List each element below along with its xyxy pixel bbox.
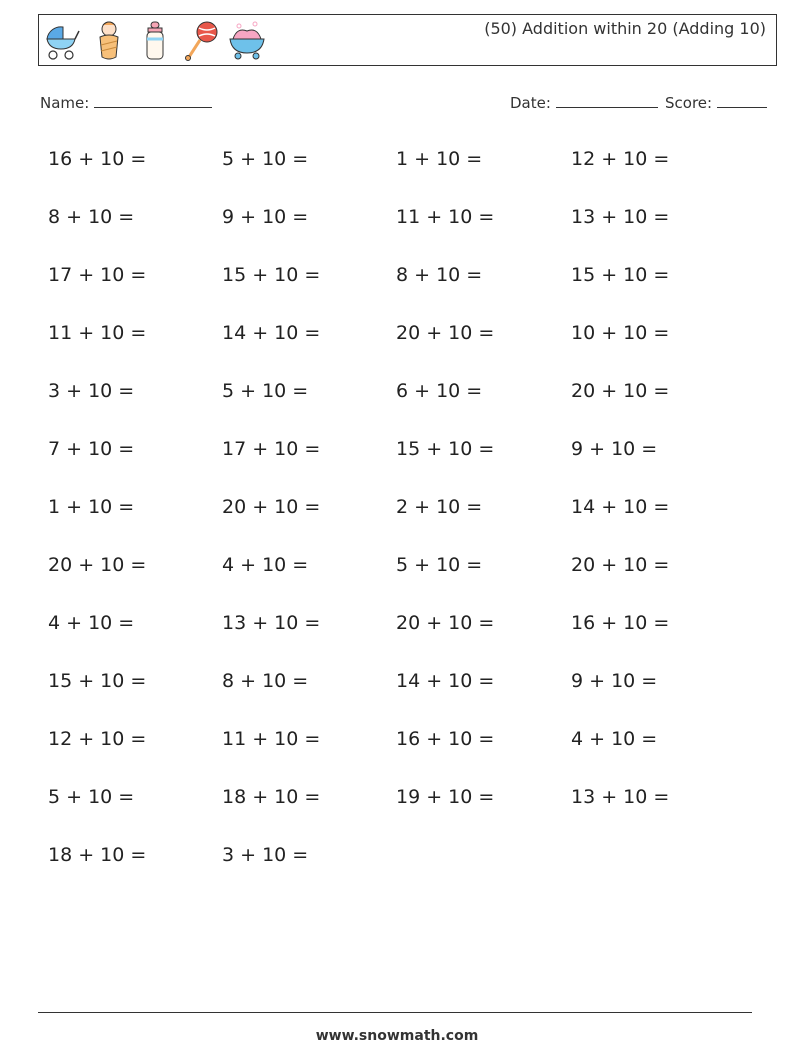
problem-item: 20 + 10 = (571, 380, 670, 402)
rattle-icon (181, 19, 221, 63)
date-blank[interactable] (556, 93, 658, 108)
footer-site: www.snowmath.com (315, 1028, 479, 1044)
problem-item: 1 + 10 = (48, 496, 135, 518)
problem-item: 14 + 10 = (571, 496, 670, 518)
problem-item: 6 + 10 = (396, 380, 483, 402)
score-blank[interactable] (717, 93, 767, 108)
footer-divider (38, 1012, 752, 1013)
problem-item: 18 + 10 = (222, 786, 321, 808)
problem-item: 15 + 10 = (396, 438, 495, 460)
name-blank[interactable] (94, 93, 212, 108)
problem-item: 18 + 10 = (48, 844, 147, 866)
problem-item: 5 + 10 = (222, 148, 309, 170)
problem-item: 17 + 10 = (48, 264, 147, 286)
date-field (510, 93, 658, 112)
problem-item: 13 + 10 = (571, 206, 670, 228)
baby-bath-icon (227, 19, 267, 63)
problem-item: 12 + 10 = (571, 148, 670, 170)
score-label: Score: (665, 94, 713, 112)
problem-item: 5 + 10 = (396, 554, 483, 576)
problem-item: 19 + 10 = (396, 786, 495, 808)
problem-item: 16 + 10 = (48, 148, 147, 170)
problem-item: 11 + 10 = (222, 728, 321, 750)
problem-item: 11 + 10 = (396, 206, 495, 228)
swaddled-baby-icon (89, 19, 129, 63)
problem-item: 7 + 10 = (48, 438, 135, 460)
baby-stroller-icon (43, 19, 83, 63)
problem-item: 5 + 10 = (48, 786, 135, 808)
problem-item: 3 + 10 = (48, 380, 135, 402)
problem-item: 14 + 10 = (396, 670, 495, 692)
problem-item: 9 + 10 = (222, 206, 309, 228)
problem-item: 13 + 10 = (571, 786, 670, 808)
problem-item: 20 + 10 = (571, 554, 670, 576)
name-field (40, 93, 212, 112)
problem-item: 20 + 10 = (396, 322, 495, 344)
header-box (38, 14, 777, 66)
baby-bottle-icon (135, 19, 175, 63)
problem-item: 4 + 10 = (222, 554, 309, 576)
problem-item: 17 + 10 = (222, 438, 321, 460)
problem-item: 9 + 10 = (571, 438, 658, 460)
worksheet-title: (50) Addition within 20 (Adding 10) (484, 19, 766, 38)
problem-item: 1 + 10 = (396, 148, 483, 170)
problem-item: 8 + 10 = (222, 670, 309, 692)
problem-item: 3 + 10 = (222, 844, 309, 866)
problem-item: 9 + 10 = (571, 670, 658, 692)
problem-item: 15 + 10 = (222, 264, 321, 286)
header-icons (43, 19, 273, 63)
problem-item: 15 + 10 = (571, 264, 670, 286)
problem-item: 15 + 10 = (48, 670, 147, 692)
problem-item: 8 + 10 = (396, 264, 483, 286)
date-label: Date: (510, 94, 551, 112)
problem-item: 12 + 10 = (48, 728, 147, 750)
problem-item: 5 + 10 = (222, 380, 309, 402)
problem-item: 20 + 10 = (396, 612, 495, 634)
problem-item: 4 + 10 = (48, 612, 135, 634)
problem-item: 13 + 10 = (222, 612, 321, 634)
problem-item: 8 + 10 = (48, 206, 135, 228)
problem-item: 14 + 10 = (222, 322, 321, 344)
problem-item: 10 + 10 = (571, 322, 670, 344)
problem-item: 16 + 10 = (396, 728, 495, 750)
problem-item: 2 + 10 = (396, 496, 483, 518)
problem-item: 20 + 10 = (222, 496, 321, 518)
problem-item: 16 + 10 = (571, 612, 670, 634)
name-label: Name: (40, 94, 90, 112)
problem-item: 11 + 10 = (48, 322, 147, 344)
score-field (665, 93, 767, 112)
problem-item: 20 + 10 = (48, 554, 147, 576)
problem-item: 4 + 10 = (571, 728, 658, 750)
